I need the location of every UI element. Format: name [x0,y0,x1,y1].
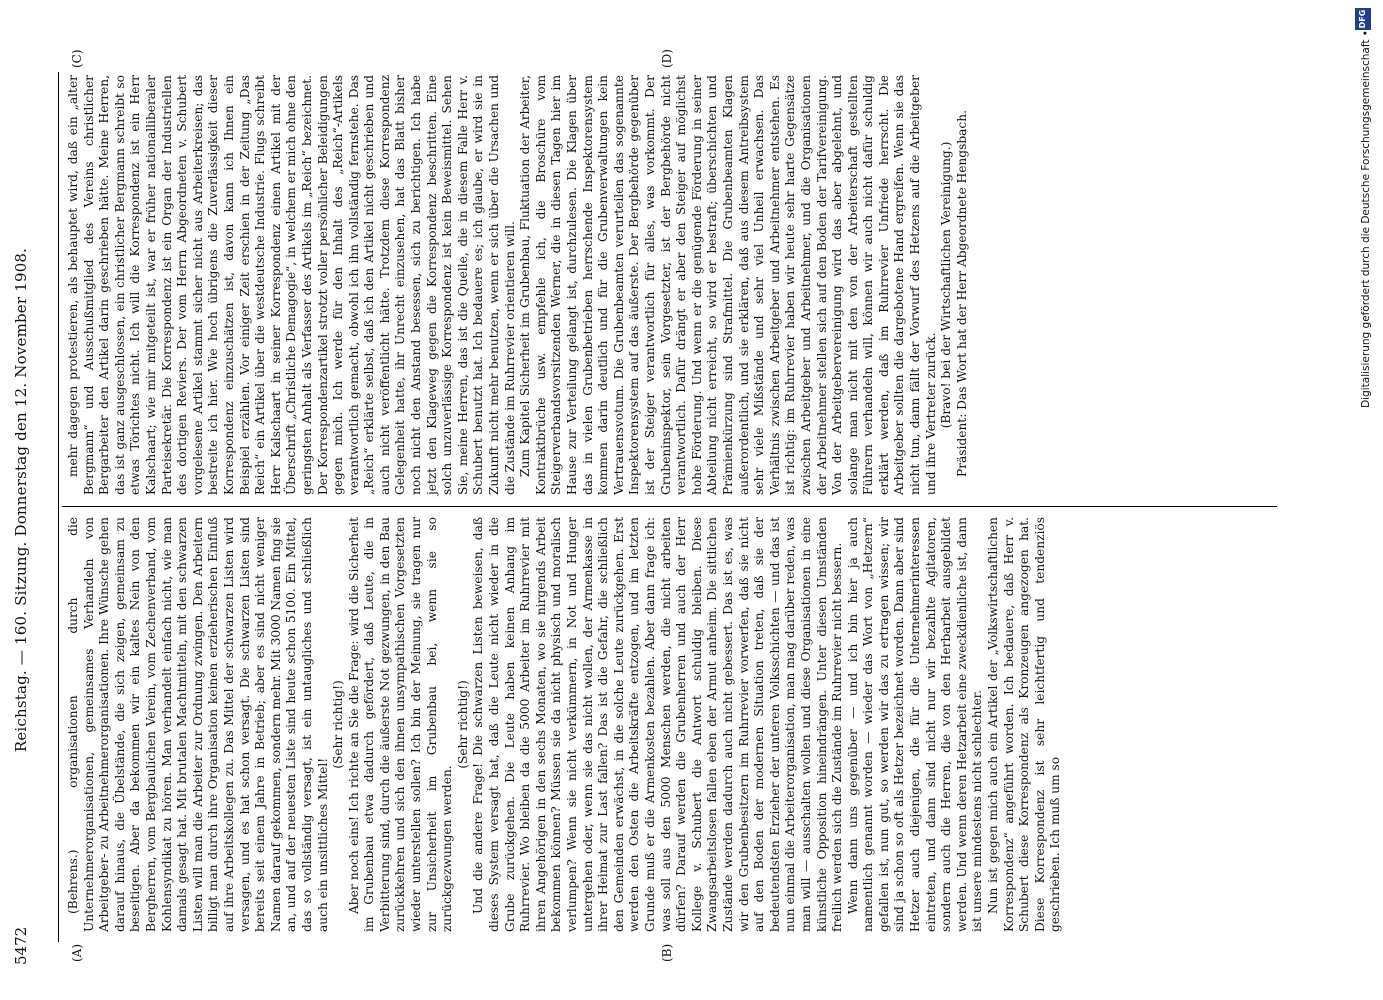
paragraph: Aber noch eins! Ich richte an Sie die Frage: wird die Sicherheit im Grubenbau etwa dadurch gefördert, daß Leute, die in Verbitterung sind, durch die äußerste Not gezwungen, in den Bau zurückkehren und sich den ihnen unsympathischen Vorgesetzten wieder unterstellen sollen? Ich bin der Meinung, sie tragen nur zur Unsicherheit im Grubenbau bei, wenn sie so zurückgezwungen werden. [346,517,455,932]
margin-marker-d: (D) [660,49,674,68]
paragraph: Nun ist gegen mich auch ein Artikel der „Volkswirtschaftlichen Korrespondenz“ angeführt worden. Ich bedauere, daß Herr v. Schubert diese Korrespondenz als Kronzeugen angezogen hat. Diese Korrespondenz ist sehr leichtfertig und tendenziös geschrieben. Ich muß um so [986,517,1063,932]
digitization-note: Digitalisierung gefördert durch die Deutsche Forschungsgemeinschaft • [1360,30,1372,408]
dfg-logo: DFG [1355,8,1371,30]
margin-marker-c: (C) [70,49,84,68]
margin-marker-b: (B) [660,943,674,962]
header-rule [58,72,59,942]
paragraph: Und die andere Frage! Die schwarzen Listen beweisen, daß dieses System versagt hat, daß die Leute nicht wieder in die Grube zurückgehen. Die Leute haben keinen Anhang im Ruhrrevier. Wo bleiben da die 5000 Arbeiter im Ruhrrevier mit ihren Angehörigen in den sechs Monaten, wo sie nirgends Arbeit bekommen können? Müssen sie da nicht physisch und moralisch verlumpen? Wenn sie nicht verkümmern, in Not und Hunger untergehen oder, wenn sie das nicht wollen, der Armenkasse in ihrer Heimat zur Last fallen? Das ist die Gefahr, die schließlich den Gemeinden erwächst, in die solche Leute zurückgehen. Erst werden den Osten die Arbeitskräfte entzogen, und im letzten Grunde muß er die Armenkosten bezahlen. Aber dann frage ich: was soll aus den 5000 Menschen werden, die nicht arbeiten dürfen? Darauf werden die Grubenherren und auch der Herr Kollege v. Schubert die Antwort schuldig bleiben. Diese Zwangsarbeitslosen fallen eben der Armut anheim. Die sittlichen Zustände werden dadurch auch nicht gebessert. Das ist es, was wir den Grubenbesitzern im Ruhrrevier vorwerfen, daß sie nicht auf den Boden der modernen Situation treten, daß sie der bedeutendsten Erzieher der unteren Volksschichten — und das ist nun einmal die Arbeiterorganisation, man mag darüber reden, was man will — ausschalten wollen und diese Organisationen in eine künstliche Opposition hineindrängen. Unter diesen Umständen freilich werden sich die Zustände im Ruhrrevier nicht bessern. [471,517,845,932]
paragraph: mehr dagegen protestieren, als behauptet wird, daß ein „alter Bergmann“ und Ausschußmitglied des Vereins christlicher Bergarbeiter den Artikel darin geschrieben hätte. Meine Herren, das ist ganz ausgeschlossen, ein christlicher Bergmann schreibt so etwas Törichtes nicht. Ich will die Korrespondenz ist ein Herr Kalschaart; wie mir mitgeteilt ist, war er früher nationalliberaler Parteisekretär. Die Korrespondenz ist ein Organ der Industriellen des dortigen Reviers. Der vom Herrn Abgeordneten v. Schubert vorgelesene Artikel stammt sicher nicht aus Arbeiterkreisen; das bestreite ich hier. Wie hoch übrigens die Zuverlässigkeit dieser Korrespondenz einzuschätzen ist, davon kann ich Ihnen ein Beispiel erzählen. Vor einiger Zeit erschien in der Zeitung „Das Reich“ ein Artikel über die westdeutsche Industrie. Flugs schreibt Herr Kalschaart in seiner Korrespondenz einen Artikel mit der Überschrift „Christliche Demagogie“, in welchem er mich ohne den geringsten Anhalt als Verfasser des Artikels im „Reich“ bezeichnet. Der Korrespondenzartikel strotzt voller persönlicher Beleidigungen gegen mich. Ich werde für den Inhalt des „Reich“-Artikels verantwortlich gemacht, obwohl ich ihn vollständig fernstehe. Das „Reich“ erklärte selbst, daß ich den Artikel nicht geschrieben und auch nicht veröffentlicht hätte. Trotzdem diese Korrespondenz Gelegenheit hatte, ihr Unrecht einzusehen, hat das Blatt bisher noch nicht den Anstand besessen, sich zu berichtigen. Ich habe jetzt den Klageweg gegen die Korrespondenz beschritten. Eine solch unzuverlässige Korrespondenz ist kein Beweismittel. Sehen Sie, meine Herren, das ist die Quelle, die in diesem Falle Herr v. Schubert benutzt hat. Ich bedauere es; ich glaube, er wird sie in Zukunft nicht mehr benutzen, wenn er sich über die Ursachen und die Zustände im Ruhrrevier orientieren will. [66,75,517,495]
page-number: 5472 [12,926,30,965]
paragraph: Zum Kapitel Sicherheit im Grubenbau, Fluktuation der Arbeiter, Kontraktbrüche usw. empfehle ich, die Broschüre vom Steigerverbandsvorsitzenden Werner, die in diesen Tagen hier im Hause zur Verteilung gelangt ist, durchzulesen. Die Klagen über das in vielen Grubenbetrieben herrschende Inspektorensystem kommen darin deutlich und für die Grubenverwaltungen kein Vertrauensvotum. Die Grubenbeamten verurteilen das sogenannte Inspektorensystem auf das äußerste. Der Bergbehörde gegenüber ist der Steiger verantwortlich für alles, was vorkommt. Der Grubeninspektor, sein Vorgesetzter, ist der Bergbehörde nicht verantwortlich. Dafür drängt er aber den Steiger auf möglichst hohe Förderung. Und wenn er die genügende Förderung in seiner Abteilung nicht erreicht, so wird er bestraft; überschichten und Prämienkürzung sind Strafmittel. Die Grubenbeamten Klagen außerordentlich, und sie erklären, daß aus diesem Antreibsystem sehr viele Mißstände und sehr viel Unheil erwachsen. Das Verhältnis zwischen Arbeitgeber und Arbeitnehmer entstehen. Es ist richtig: im Ruhrrevier haben wir heute sehr harte Gegensätze zwischen Arbeitgeber und Arbeitnehmer, und die Organisationen der Arbeitnehmer stellen sich auf den Boden der Tarifvereinigung. Von der Arbeitgebervereinigung wird das aber abgelehnt, und solange man nicht mit den von der Arbeiterschaft gestellten Führern verhandeln will, können wir auch nicht dafür schuldig erklärt werden, daß im Ruhrrevier Unfriede herrscht. Die Arbeitgeber sollten die dargebotene Hand ergreifen. Wenn sie das nicht tun, dann fällt der Vorwurf des Hetzens auf die Arbeitgeber und ihre Vertreter zurück. [518,75,938,495]
interjection: (Sehr richtig!) [455,680,470,769]
margin-marker-a: (A) [70,943,84,962]
paragraph: Wenn dann uns gegenüber — und ich bin hier ja auch namentlich genannt worden — wieder das Wort von „Hetzern“ gefallen ist, nun gut, so werden wir das zu ertragen wissen; wir sind ja schon so oft als Hetzer bezeichnet worden. Dann aber sind Hetzer auch diejenigen, die für die Unternehmerinteressen eintreten, und dann sind nicht nur wir bezahlte Agitatoren, sondern auch die Herren, die von den Herbarbeit ausgebildet werden. Und wenn deren Hetzarbeit eine zweckdienliche ist, dann ist unsere mindestens nicht schlechter. [845,517,985,932]
paragraph: (Behrens.) organisationen durch die Unternehmerorganisationen, gemeinsames Verhandeln von Arbeitgeber- zu Arbeitnehmerorganisationen. Ihre Wünsche gehen darauf hinaus, die Übelstände, die sich zeigen, gemeinsam zu beseitigen. Aber da bekommen wir ein kaltes Nein von den Bergherren, vom Bergbaulichen Verein, vom Zechenverband, vom Kohlensyndikat zu hören. Man verhandelt einfach nicht, wie man damals gesagt hat. Mit brutalen Machtmitteln, mit den schwarzen Listen will man die Arbeiter zur Ordnung zwingen. Den Arbeitern billigt man durch ihre Organisation keinen erzieherischen Einfluß auf ihre Arbeitskollegen zu. Das Mittel der schwarzen Listen wird versagen, und es hat schon versagt. Die schwarzen Listen sind bereits seit einem Jahre in Betrieb; aber es sind nicht weniger Namen darauf gekommen, sondern mehr. Mit 3000 Namen fing sie an, und auf der neuesten Liste sind heute schon 5100. Ein Mittel, das so vollständig versagt, ist ein untaugliches und schließlich auch ein unsittliches Mittel! [66,517,330,932]
page-header [0,0,62,1000]
right-column [66,75,970,495]
closing-speaker: Präsident: Das Wort hat der Herr Abgeordnete Hengsbach. [954,110,969,477]
left-column [66,517,1064,932]
interjection: (Sehr richtig!) [331,680,346,769]
interjection: (Bravo! bei der Wirtschaftlichen Vereinigung.) [939,141,954,429]
page-title: Reichstag. — 160. Sitzung. Donnerstag den 12. November 1908. [12,247,30,753]
column-divider [62,506,1277,507]
